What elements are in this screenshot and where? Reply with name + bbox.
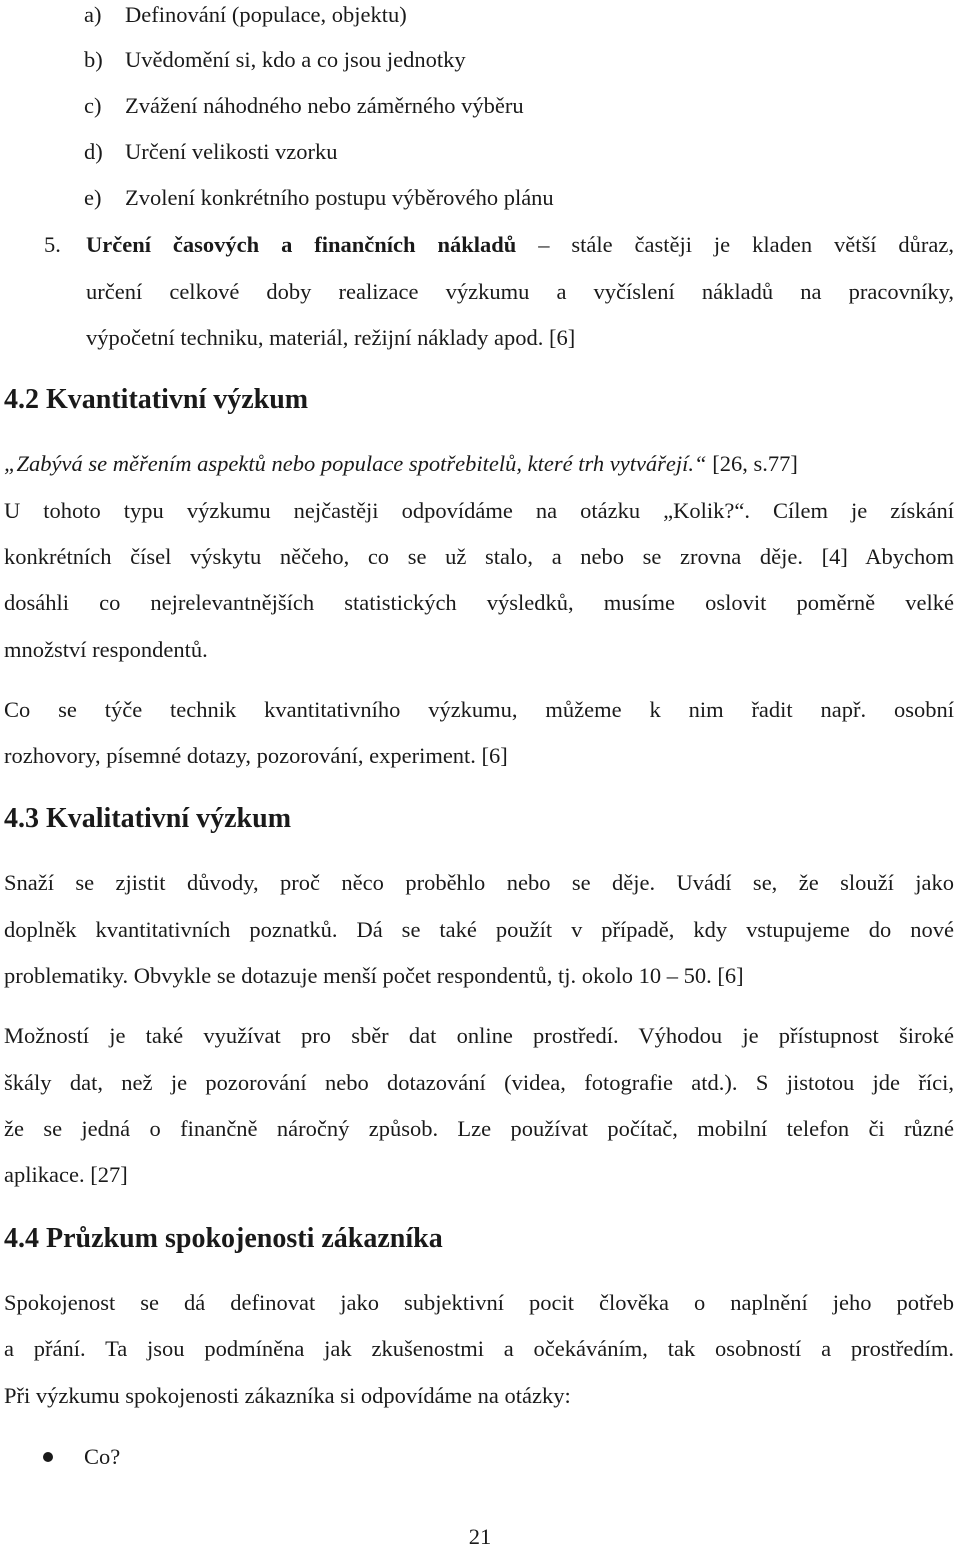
quote-text: „Zabývá se měřením aspektů nebo populace spotřebitelů, které trh vytvářejí.“ xyxy=(4,451,707,476)
section-heading-4-2: 4.2 Kvantitativní výzkum xyxy=(4,384,309,415)
list-item-label: a) xyxy=(84,2,102,27)
item-number: 5. xyxy=(44,232,61,257)
page-number: 21 xyxy=(468,1524,492,1549)
paragraph-line: aplikace. [27] xyxy=(4,1162,128,1187)
paragraph-line: že se jedná o finančně náročný způsob. Lze používat počítač, mobilní telefon či různé xyxy=(4,1116,954,1141)
list-item-label: b) xyxy=(84,47,103,72)
paragraph-line: konkrétních čísel výskytu něčeho, co se už stalo, a nebo se zrovna děje. [4] Abychom xyxy=(4,544,954,569)
bullet-item-text: Co? xyxy=(84,1444,121,1469)
list-item-label: d) xyxy=(84,139,103,164)
item-bold-lead: Určení časových a finančních nákladů xyxy=(86,232,517,257)
paragraph-line: Snaží se zjistit důvody, proč něco proběhlo nebo se děje. Uvádí se, že slouží jako xyxy=(4,870,954,895)
paragraph-line: Spokojenost se dá definovat jako subjektivní pocit člověka o naplnění jeho potřeb xyxy=(4,1290,954,1315)
item-line xyxy=(86,230,954,260)
paragraph-line: Co se týče technik kvantitativního výzkumu, můžeme k nim řadit např. osobní xyxy=(4,697,954,722)
paragraph-line: Při výzkumu spokojenosti zákazníka si odpovídáme na otázky: xyxy=(4,1383,571,1408)
paragraph-line: škály dat, než je pozorování nebo dotazování (videa, fotografie atd.). S jistotou jde říci, xyxy=(4,1070,954,1095)
bullet-icon xyxy=(43,1452,53,1462)
paragraph-line: Možností je také využívat pro sběr dat online prostředí. Výhodou je přístupnost široké xyxy=(4,1023,954,1048)
item-line: výpočetní techniku, materiál, režijní náklady apod. [6] xyxy=(86,325,576,350)
paragraph-line: U tohoto typu výzkumu nejčastěji odpovídáme na otázku „Kolik?“. Cílem je získání xyxy=(4,498,954,523)
section-heading-4-4: 4.4 Průzkum spokojenosti zákazníka xyxy=(4,1223,443,1254)
list-item-text: Definování (populace, objektu) xyxy=(125,2,407,27)
paragraph-line: a přání. Ta jsou podmíněna jak zkušenostmi a očekáváním, tak osobností a prostředím. xyxy=(4,1336,954,1361)
list-item-text: Zvolení konkrétního postupu výběrového plánu xyxy=(125,185,554,210)
list-item-text: Zvážení náhodného nebo záměrného výběru xyxy=(125,93,524,118)
item-line: určení celkové doby realizace výzkumu a vyčíslení nákladů na pracovníky, xyxy=(86,279,954,304)
paragraph-line: dosáhli co nejrelevantnějších statistických výsledků, musíme oslovit poměrně velké xyxy=(4,590,954,615)
section-4-2-quote xyxy=(4,449,798,479)
section-heading-4-3: 4.3 Kvalitativní výzkum xyxy=(4,803,292,834)
list-item-text: Určení velikosti vzorku xyxy=(125,139,338,164)
paragraph-line: doplněk kvantitativních poznatků. Dá se také použít v případě, kdy vstupujeme do nové xyxy=(4,917,954,942)
list-item-text: Uvědomění si, kdo a co jsou jednotky xyxy=(125,47,466,72)
paragraph-line: problematiky. Obvykle se dotazuje menší počet respondentů, tj. okolo 10 – 50. [6] xyxy=(4,963,744,988)
list-item-label: c) xyxy=(84,93,102,118)
paragraph-line: množství respondentů. xyxy=(4,637,208,662)
list-item-label: e) xyxy=(84,185,102,210)
item-line-rest: – stále častěji je kladen větší důraz, xyxy=(516,232,955,257)
quote-reference: [26, s.77] xyxy=(706,451,798,476)
paragraph-line: rozhovory, písemné dotazy, pozorování, experiment. [6] xyxy=(4,743,508,768)
